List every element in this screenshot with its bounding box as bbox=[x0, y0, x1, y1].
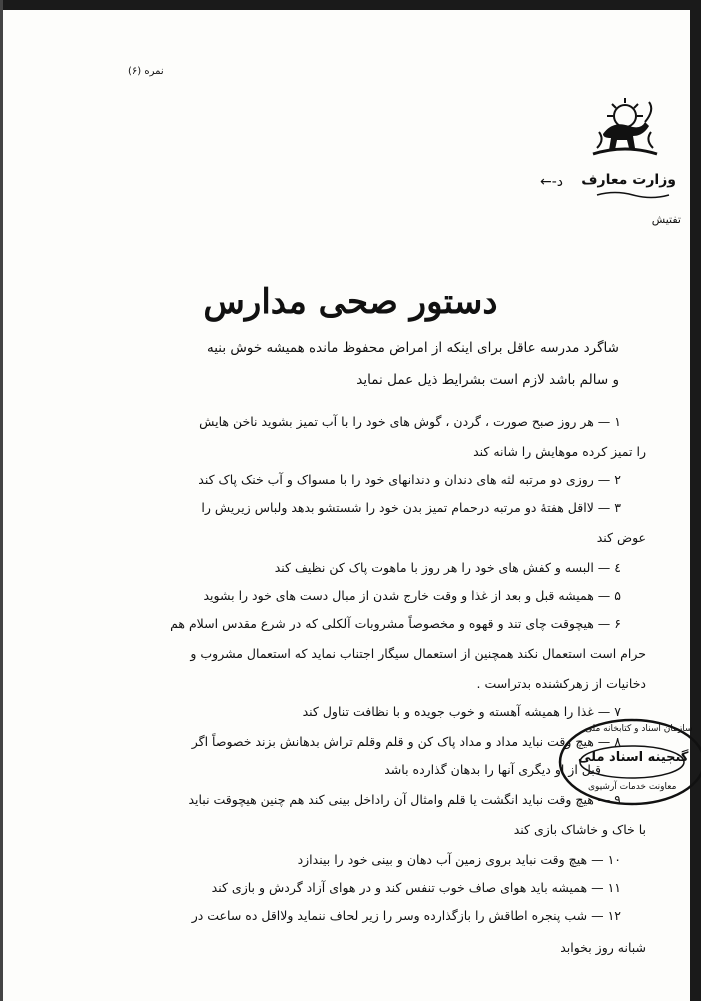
ministry-mark: ←‑د bbox=[540, 174, 564, 190]
item-text: هیچوقت چای تند و قهوه و مخصوصاً مشروبات آلکلی که در شرع مقدس اسلام هم bbox=[170, 616, 594, 631]
item-number: ۸ bbox=[614, 734, 621, 749]
form-number: نمره (۶) bbox=[128, 66, 164, 77]
item-number: ۶ bbox=[614, 616, 621, 631]
stamp-bottom-text: معاونت خدمات آرشیوی bbox=[588, 782, 677, 792]
item-text: همیشه باید هوای صاف خوب تنفس کند و در هوای آزاد گردش و بازی کند bbox=[211, 880, 588, 895]
scan-border-top bbox=[0, 0, 701, 10]
item-number: ۲ bbox=[614, 472, 621, 487]
lion-and-sun-emblem-icon bbox=[585, 96, 665, 158]
item-line: ۵ — همیشه قبل و بعد از غذا و وقت خارج شدن از مبال دست های خود را بشوید bbox=[203, 588, 621, 603]
item-number: ۷ bbox=[614, 704, 621, 719]
stamp-top-text: سازمان اسناد و کتابخانه ملی bbox=[585, 724, 693, 734]
ministry-flourish bbox=[595, 190, 671, 200]
item-text: هیچ وقت نباید مداد و مداد پاک کن و قلم وقلم تراش بدهانش بزند خصوصاً اگر bbox=[191, 734, 594, 749]
item-line: ۱ — هر روز صبح صورت ، گردن ، گوش های خود را با آب تمیز بشوید ناخن هایش bbox=[199, 414, 621, 429]
item-text: روزی دو مرتبه لثه های دندان و دندانهای خود را با مسواک و آب خنک پاک کند bbox=[198, 472, 594, 487]
item-line: ۳ — لااقل هفتهٔ دو مرتبه درحمام تمیز بدن خود را شستشو بدهد ولباس زیریش را bbox=[201, 500, 621, 515]
item-line: ۹ — هیچ وقت نباید انگشت یا قلم وامثال آن راداخل بینی کند هم چنین هیچوقت نباید bbox=[188, 792, 621, 807]
scan-border-left bbox=[0, 0, 3, 1001]
item-text: هیچ وقت نباید بروی زمین آب دهان و بینی خود را بیندازد bbox=[297, 852, 588, 867]
item-continuation: عوض کند bbox=[596, 530, 646, 545]
item-line: ۶ — هیچوقت چای تند و قهوه و مخصوصاً مشروبات آلکلی که در شرع مقدس اسلام هم bbox=[170, 616, 621, 631]
item-text: لااقل هفتهٔ دو مرتبه درحمام تمیز بدن خود را شستشو بدهد ولباس زیریش را bbox=[201, 500, 594, 515]
item-number: ۱ bbox=[614, 414, 621, 429]
document-title: دستور صحی مدارس bbox=[203, 282, 498, 322]
item-text: هر روز صبح صورت ، گردن ، گوش های خود را با آب تمیز بشوید ناخن هایش bbox=[199, 414, 594, 429]
item-number: ۳ bbox=[614, 500, 621, 515]
item-number: ۱۲ bbox=[607, 908, 621, 923]
intro-line-1: شاگرد مدرسه عاقل برای اینکه از امراض محفوظ مانده همیشه خوش بنیه bbox=[206, 340, 619, 356]
item-line: ۷ — غذا را همیشه آهسته و خوب جویده و با نظافت تناول کند bbox=[302, 704, 621, 719]
item-line: ۱۱ — همیشه باید هوای صاف خوب تنفس کند و در هوای آزاد گردش و بازی کند bbox=[211, 880, 621, 895]
item-continuation: حرام است استعمال نکند همچنین از استعمال سیگار اجتناب نماید که استعمال مشروب و bbox=[190, 646, 646, 661]
item-line: ۱۰ — هیچ وقت نباید بروی زمین آب دهان و بینی خود را بیندازد bbox=[297, 852, 621, 867]
department-label: تفتیش bbox=[651, 213, 681, 226]
item-text: هیچ وقت نباید انگشت یا قلم وامثال آن راداخل بینی کند هم چنین هیچوقت نباید bbox=[188, 792, 594, 807]
item-line: ۲ — روزی دو مرتبه لثه های دندان و دندانهای خود را با مسواک و آب خنک پاک کند bbox=[198, 472, 621, 487]
item-text: همیشه قبل و بعد از غذا و وقت خارج شدن از مبال دست های خود را بشوید bbox=[203, 588, 594, 603]
item-line: ۱۲ — شب پنجره اطاقش را بازگذارده وسر را زیر لحاف ننماید ولااقل ده ساعت در bbox=[191, 908, 621, 923]
item-continuation: قبل از او دیگری آنها را بدهان گذارده باشد bbox=[384, 762, 601, 777]
scan-border-right bbox=[690, 0, 701, 1001]
ministry-name: وزارت معارف bbox=[581, 172, 676, 188]
item-number: ۱۱ bbox=[607, 880, 621, 895]
item-number: ۱۰ bbox=[607, 852, 621, 867]
item-number: ٤ bbox=[614, 560, 621, 575]
item-continuation: دخانیات از زهرکشنده بدتراست . bbox=[476, 676, 646, 691]
item-line: ٤ — البسه و کفش های خود را هر روز با ماهوت پاک کن نظیف کند bbox=[274, 560, 621, 575]
item-line: ۸ — هیچ وقت نباید مداد و مداد پاک کن و قلم وقلم تراش بدهانش بزند خصوصاً اگر bbox=[191, 734, 621, 749]
item-continuation: را تمیز کرده موهایش را شانه کند bbox=[473, 444, 646, 459]
intro-line-2: و سالم باشد لازم است بشرایط ذیل عمل نماید bbox=[356, 372, 619, 388]
item-continuation: شبانه روز بخوابد bbox=[560, 940, 646, 955]
item-number: ۹ bbox=[614, 792, 621, 807]
item-number: ۵ bbox=[614, 588, 621, 603]
item-text: شب پنجره اطاقش را بازگذارده وسر را زیر لحاف ننماید ولااقل ده ساعت در bbox=[191, 908, 588, 923]
item-text: البسه و کفش های خود را هر روز با ماهوت پاک کن نظیف کند bbox=[274, 560, 594, 575]
stamp-name: گنجینه اسناد ملی bbox=[578, 750, 689, 765]
item-continuation: با خاک و خاشاک بازی کند bbox=[513, 822, 646, 837]
item-text: غذا را همیشه آهسته و خوب جویده و با نظافت تناول کند bbox=[302, 704, 594, 719]
